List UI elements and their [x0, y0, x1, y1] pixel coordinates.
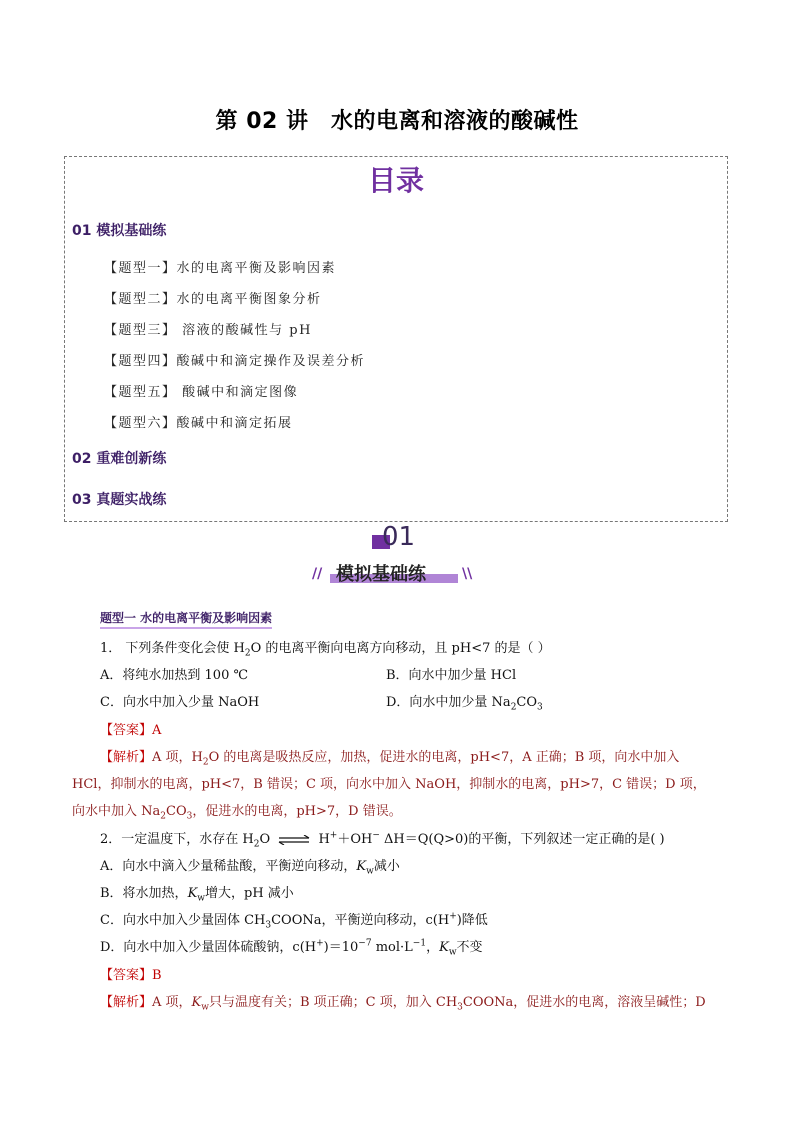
q1-analysis-line-3: 向水中加入 $Na_2CO_3$，促进水的电离，pH>7，D 错误。 [72, 804, 402, 822]
toc-section-1[interactable]: 01 模拟基础练 [72, 223, 167, 239]
q1-stem: 1． 下列条件变化会使 $H_2O$ 的电离平衡向电离方向移动，且 pH<7 的是（ ） [100, 641, 551, 659]
toc-item-3[interactable]: 【题型三】 溶液的酸碱性与 pH [104, 323, 312, 338]
toc-item-2[interactable]: 【题型二】水的电离平衡图象分析 [104, 292, 322, 307]
q2-stem: 2．一定温度下，水存在 $H_2O$ H+＋OH− ΔH＝Q(Q>0)的平衡，下列叙述一定正确的是( ) [100, 830, 665, 850]
q1-option-b: B．向水中加少量 HCl [386, 668, 517, 683]
q1-option-c: C．向水中加入少量 NaOH [100, 695, 260, 710]
q2-option-d: D．向水中加入少量固体硫酸钠，$c(H^+)=10^{-7}$ $mol\cdot L^{-1}$，$K_w$不变 [100, 938, 483, 958]
toc-section-3[interactable]: 03 真题实战练 [72, 492, 167, 508]
type-heading: 题型一 水的电离平衡及影响因素 [100, 609, 272, 629]
toc-item-5[interactable]: 【题型五】 酸碱中和滴定图像 [104, 385, 299, 400]
banner-label: 模拟基础练 [336, 564, 426, 585]
toc-item-6[interactable]: 【题型六】酸碱中和滴定拓展 [104, 416, 293, 431]
banner-slash-left: // [312, 566, 323, 582]
banner-slash-right: \\ [462, 566, 473, 582]
q1-answer: 【答案】A [100, 723, 162, 738]
q1-analysis-line-2: HCl，抑制水的电离，pH<7，B 错误；C 项，向水中加入 NaOH，抑制水的电离，pH>7，C 错误；D 项， [72, 777, 706, 792]
q2-answer: 【答案】B [100, 968, 162, 983]
toc-heading: 目录 [367, 164, 424, 197]
q1-option-d: D．向水中加少量 $Na_2CO_3$ [386, 695, 543, 713]
toc-item-1[interactable]: 【题型一】水的电离平衡及影响因素 [104, 261, 337, 276]
q1-option-a: A．将纯水加热到 100 ℃ [100, 668, 249, 683]
q2-option-b: B．将水加热，$K_w$增大，pH 减小 [100, 886, 294, 904]
q1-analysis-line-1: 【解析】A 项，$H_2O$ 的电离是吸热反应，加热，促进水的电离，pH<7，A 正确；B 项，向水中加入 [100, 750, 680, 768]
banner-number: 01 [382, 522, 416, 552]
toc-section-2[interactable]: 02 重难创新练 [72, 451, 167, 467]
page-title: 第 02 讲 水的电离和溶液的酸碱性 [215, 109, 579, 134]
equilibrium-arrow-icon [277, 835, 311, 845]
q2-analysis-line-1: 【解析】A 项，$K_w$只与温度有关；B 项正确；C 项，加入 $CH_3COONa$，促进水的电离，溶液呈碱性；D [100, 995, 706, 1013]
q2-option-a: A．向水中滴入少量稀盐酸，平衡逆向移动，$K_w$减小 [100, 859, 400, 877]
q2-option-c: C．向水中加入少量固体 $CH_3COONa$，平衡逆向移动，c(H+)降低 [100, 911, 488, 931]
toc-item-4[interactable]: 【题型四】酸碱中和滴定操作及误差分析 [104, 354, 366, 369]
